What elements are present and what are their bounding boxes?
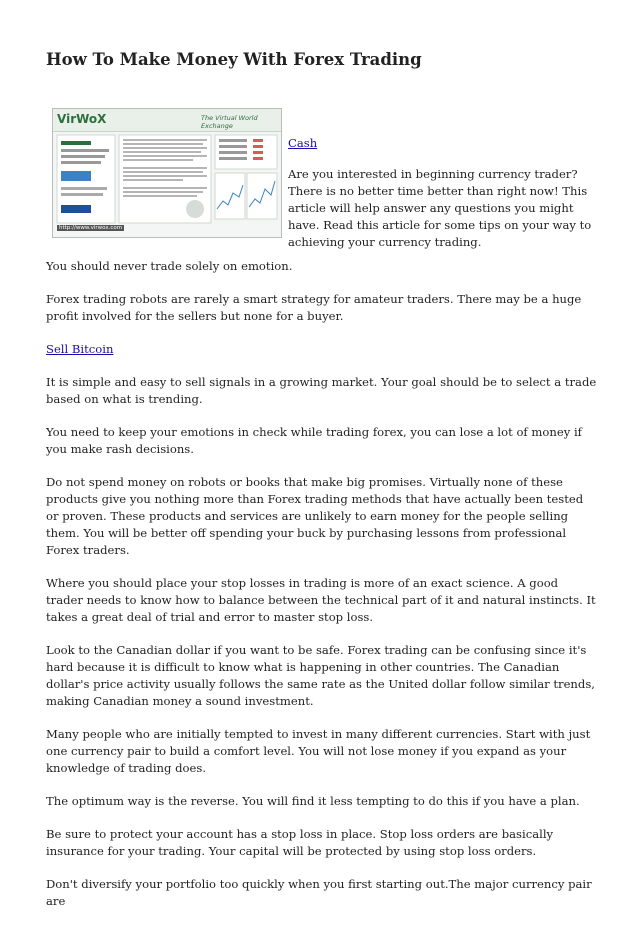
sell-bitcoin-link[interactable]: Sell Bitcoin bbox=[46, 342, 114, 356]
paragraph-6: Where you should place your stop losses in trading is more of an exact science. A good trader needs to know how to balance between the technical part of it and natural instincts. It takes a great deal of trial and error to master stop loss. bbox=[46, 576, 596, 624]
paragraph-9: The optimum way is the reverse. You will find it less tempting to do this if you have a plan. bbox=[46, 794, 580, 808]
intro-paragraph: Are you interested in beginning currency trader? There is no better time better than right now! This article will help answer any questions you might have. Read this article for some tips on your way to achieving your currency trading. bbox=[288, 167, 592, 249]
screenshot-content-graphic bbox=[53, 109, 281, 237]
paragraph-8: Many people who are initially tempted to invest in many different currencies. Start with just one currency pair to build a comfort level. You will not lose money if you expand as your knowledge of trading does. bbox=[46, 727, 591, 775]
side-column bbox=[288, 132, 593, 251]
page-title: How To Make Money With Forex Trading bbox=[46, 50, 422, 69]
website-screenshot-image bbox=[52, 108, 282, 238]
paragraph-7: Look to the Canadian dollar if you want to be safe. Forex trading can be confusing since it's hard because it is difficult to know what is happening in other countries. The Canadian dollar's price activity usually follows the same rate as the United dollar follow similar trends, making Canadian money a sound investment. bbox=[46, 643, 595, 708]
paragraph-2: Forex trading robots are rarely a smart strategy for amateur traders. There may be a huge profit involved for the sellers but none for a buyer. bbox=[46, 292, 582, 323]
paragraph-4: You need to keep your emotions in check while trading forex, you can lose a lot of money if you make rash decisions. bbox=[46, 425, 582, 456]
site-logo: VirWoX bbox=[57, 112, 107, 126]
paragraph-10: Be sure to protect your account has a stop loss in place. Stop loss orders are basically insurance for your trading. Your capital will be protected by using stop loss orders. bbox=[46, 827, 554, 858]
paragraph-5: Do not spend money on robots or books that make big promises. Virtually none of these products give you nothing more than Forex trading methods that have actually been tested or proven. These products and services are unlikely to earn money for the people selling them. You will be better off spending your buck by purchasing lessons from professional Forex traders. bbox=[46, 475, 584, 557]
article-body bbox=[46, 258, 598, 926]
paragraph-11: Don't diversify your portfolio too quickly when you first starting out.The major currency pair are bbox=[46, 877, 592, 908]
site-banner-text: The Virtual World Exchange bbox=[201, 114, 258, 130]
paragraph-3: It is simple and easy to sell signals in a growing market. Your goal should be to select a trade based on what is trending. bbox=[46, 375, 597, 406]
paragraph-1: You should never trade solely on emotion. bbox=[46, 259, 293, 273]
cash-link[interactable]: Cash bbox=[288, 136, 318, 150]
screenshot-url: http://www.virwox.com bbox=[59, 225, 123, 231]
